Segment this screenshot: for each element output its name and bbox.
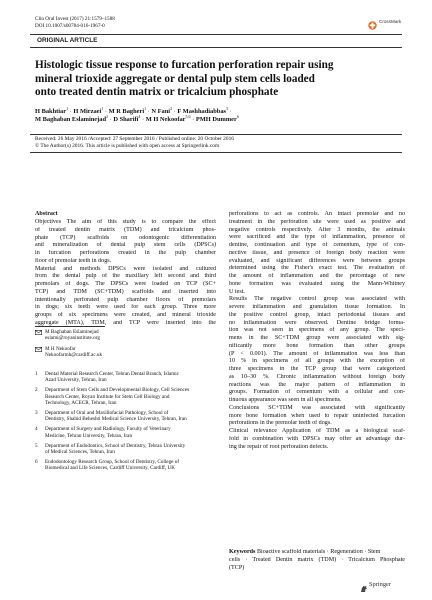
correspondence-item — [35, 329, 216, 342]
abstract-line: tion was not seen in specimens of any group. The speci- — [229, 327, 405, 334]
publication-dates — [35, 136, 400, 149]
keywords-block — [229, 549, 405, 572]
abstract-line: no inflammation were observed. Dentine bridge forma- — [229, 319, 405, 326]
author-affiliation: 5,6 — [185, 114, 191, 120]
abstract-line: Material and methods DPSCs were isolated and cultured — [35, 265, 216, 272]
keywords-label: Keywords — [229, 549, 256, 555]
abstract-line: phate (TCP) scaffolds on odontogenic differentiation — [35, 234, 216, 241]
article-type: ORIGINAL ARTICLE — [37, 36, 98, 44]
author-affiliation: 3 — [226, 105, 229, 111]
author-line: M Baghaban Eslaminejad$^2$ · D Sharifi$^4$ · M H Nekoofar$^{5,6}$ · PMH Dummer$^6$ — [35, 114, 239, 124]
abstract-line: perforations in the premolar teeth of dogs. — [229, 420, 332, 427]
author-line: H Bakhtiar$^1$ · H Mirzaei$^1$ · M R Bagheri$^1$ · N Fani$^2$ · F Mashhadiabbas$^3$ · — [35, 105, 232, 115]
abstract-line: Objectives The aim of this study is to compare the effect — [35, 219, 216, 225]
abstract-line: bone formation was evaluated using the Mann-Whitney — [229, 280, 405, 287]
author-name[interactable]: D Sharifi — [113, 116, 139, 124]
affiliation-text: Dental Material Research Center, Tehran Dental Branch, Islamic — [45, 371, 180, 377]
abstract-line: in furcation perforations created in the pulp chamber — [35, 250, 216, 256]
author-name[interactable]: M R Bagheri — [108, 108, 145, 115]
affiliation-text: Dentistry, Shahid Beheshti Medical Science University, Tehran, Iran — [45, 416, 187, 423]
abstract-line: and mineralization of dental pulp stem cells (DPSCs) — [35, 242, 216, 249]
author-name[interactable]: H Mirzaei — [73, 108, 102, 115]
abstract-line: determined using the Fisher's exact test. The evaluation of — [229, 265, 405, 272]
affiliation-text: Research Center, Royan Institute for Stem Cell Biology and — [45, 393, 170, 400]
affiliation-number: 1 — [35, 371, 38, 377]
affiliation-number: 6 — [35, 458, 38, 465]
abstract-line: groups. Formation of cementum with a cellular and con- — [229, 389, 405, 396]
author-name[interactable]: M Baghaban Eslaminejad — [35, 116, 107, 124]
author-name[interactable]: H Bakhtiar — [35, 108, 67, 115]
abstract-line: tinuous appearance was seen in all specimens. — [229, 397, 342, 403]
author-affiliation: 1 — [66, 105, 69, 111]
author-affiliation: 1 — [144, 105, 147, 111]
affiliation-number: 3 — [35, 410, 38, 417]
author-affiliation: 1 — [101, 105, 104, 111]
affiliation-text: Medicine, Tehran University, Tehran, Iran — [45, 432, 133, 439]
abstract-line: mens in the SC+TDM group were associated with sig- — [229, 335, 405, 341]
crossmark-label: CrossMark — [379, 19, 402, 24]
abstract-line: nificantly more bone formation than other groups — [229, 342, 405, 349]
abstract-line: in dogs; six teeth were used for each group. Three more — [35, 304, 216, 311]
abstract-line: TCP) and TDM (SC+TDM) scaffolds and inserted into — [35, 288, 216, 295]
correspondence-email[interactable]: Nekoofarmh@cardiff.ac.uk — [45, 352, 103, 359]
author-list — [35, 105, 400, 124]
abstract-line: Results The negative control group was associated with — [229, 296, 405, 303]
keywords-line: cells · Treated Dentin matrix (TDM) · Tricalcium Phosphate — [229, 556, 405, 563]
abstract-line: three specimens in the TCP group that were categorized — [229, 366, 405, 372]
author-affiliation: 2 — [170, 105, 173, 111]
affiliation-item — [35, 443, 216, 456]
affiliation-text: Department of Endodontics, School of Dentistry, Tehran University — [45, 442, 186, 449]
abstract-heading: Abstract — [35, 211, 58, 217]
author-name[interactable]: N Fani — [151, 108, 171, 115]
affiliation-text: Department of Surgery and Radiology, Faculty of Veterinary — [45, 426, 171, 433]
abstract-line: were sacrificed and the type of inflammation, presence of — [229, 234, 405, 241]
keywords-line — [229, 549, 405, 557]
affiliation-text: Technology, ACECR, Tehran, Iran — [45, 400, 117, 407]
abstract-line: evaluated, and significant differences were between groups — [229, 257, 405, 264]
abstract-line: of treated dentin matrix (TDM) and tricalcium phos- — [35, 226, 216, 233]
dates-rule-top — [30, 134, 402, 135]
abstract-line: more bone formation when used to repair uninfected furcation — [229, 412, 405, 419]
affiliation-text: Biomedical and Life Sciences, Cardiff University, Cardiff, UK — [45, 465, 175, 472]
abstract-line: the amount of inflammation and the percentage of new — [229, 273, 405, 279]
envelope-icon — [35, 347, 42, 354]
doi[interactable]: DOI 10.1007/s00784-016-1967-0 — [35, 23, 105, 29]
abstract-line: dentine, continuation and type of cementum, type of con- — [229, 242, 405, 248]
abstract-line: fold in combination with DPSCs may offer an advantage dur- — [229, 435, 405, 442]
springer-logo — [360, 580, 402, 589]
title-line: Histologic tissue response to furcation perforation repair using — [35, 59, 334, 71]
affiliation-item — [35, 410, 216, 423]
header-rule-bottom — [30, 47, 402, 48]
abstract-line: ing the repair of root perforation defects. — [229, 443, 329, 450]
abstract-line: Clinical relevance Application of TDM as a biological scaf- — [229, 428, 405, 434]
abstract-right-column — [229, 211, 405, 451]
abstract-line: (P < 0.001). The amount of inflammation was less than — [229, 350, 405, 357]
abstract-line: premolars of dogs. The DPSCs were loaded on TCP (SC+ — [35, 281, 216, 287]
correspondence-name: M H Nekoofar — [45, 345, 76, 352]
abstract-line: aggregate (MTA), TDM, and TCP were inserted into the — [35, 319, 216, 326]
affiliation-item — [35, 459, 216, 472]
title-line: onto treated dentin matrix or tricalcium phosphate — [35, 86, 279, 99]
received-accepted-dates: Received: 26 May 2016 /Accepted: 27 September 2016 / Published online: 20 October 2016 — [35, 136, 234, 142]
affiliation-text: Department of Oral and Maxillofacial Pathology, School of — [45, 410, 169, 417]
title-line: mineral trioxide aggregate or dental pulp stem cells loaded — [35, 72, 315, 85]
author-name[interactable]: F Mashhadiabbas — [177, 108, 227, 115]
abstract-line: perforations to act as controls. An intact premolar and no — [229, 211, 405, 217]
affiliation-number: 2 — [35, 387, 38, 394]
abstract-line: the positive control group, intact periodontal tissues and — [229, 311, 405, 318]
affiliations — [35, 371, 216, 472]
author-name[interactable]: M H Nekoofar — [145, 116, 186, 124]
affiliation-item — [35, 387, 216, 406]
envelope-icon — [35, 330, 42, 337]
abstract-line: reactions was the major pattern of inflammation in — [229, 381, 405, 388]
affiliation-number: 5 — [35, 442, 38, 449]
correspondence-rule — [35, 326, 105, 327]
abstract-line: 10 % in specimens of all groups with the exception of — [229, 358, 405, 365]
keywords-text: Bioactive scaffold materials · Regeneration · Stem — [256, 549, 381, 555]
author-affiliation: 4 — [138, 114, 141, 120]
abstract-line: Conclusions SC+TDM was associated with significantly — [229, 404, 405, 411]
author-affiliation: 2 — [106, 114, 109, 120]
correspondence-email[interactable]: eslami@royaninstitute.org — [45, 335, 100, 342]
abstract-line: treatment in the perforation site were used as positive and — [229, 218, 405, 225]
article-title — [35, 59, 400, 100]
affiliation-number: 4 — [35, 426, 38, 433]
abstract-line: from the dental pulp of the maxillary left second and third — [35, 273, 216, 280]
springer-horse-icon — [360, 580, 368, 598]
dates-rule-bottom — [30, 152, 402, 153]
affiliation-item — [35, 426, 216, 439]
keywords-line: (TCP) — [229, 564, 245, 571]
affiliation-text: Endodontology Research Group, School of Dentistry, College of — [45, 458, 180, 465]
correspondence-item — [35, 346, 216, 359]
abstract-line: groups of six specimens were created, and mineral trioxide — [35, 312, 216, 318]
abstract-line: as 10–30 %. Chronic inflammation without foreign body — [229, 373, 405, 380]
abstract-line: U test. — [229, 288, 245, 295]
abstract-line: negative controls respectively. After 3 months, the animals — [229, 226, 405, 233]
abstract-left-column — [35, 211, 216, 328]
author-affiliation: 6 — [236, 114, 239, 120]
abstract-line: intentionally perforated pulp chamber floors of premolars — [35, 296, 216, 303]
crossmark-icon — [368, 17, 377, 26]
crossmark-badge[interactable] — [368, 17, 408, 27]
affiliation-text: Azad University, Tehran, Iran — [45, 377, 107, 384]
affiliation-text: Department of Stem Cells and Developmental Biology, Cell Sciences — [45, 387, 190, 394]
affiliation-text: of Medical Sciences, Tehran, Iran — [45, 449, 115, 456]
correspondence-name: M Baghaban Eslaminejad — [45, 329, 99, 335]
author-name[interactable]: PMH Dummer — [195, 116, 237, 124]
publisher-name: Springer — [369, 580, 392, 588]
abstract-line: floor of premolar teeth in dogs. — [35, 257, 112, 264]
abstract-line: nective tissue, and presence of foreign body reaction were — [229, 249, 405, 256]
journal-citation: Clin Oral Invest (2017) 21:1579–1588 — [35, 16, 115, 22]
correspondence-block — [35, 329, 216, 359]
header-rule-top — [30, 34, 402, 35]
open-access-notice: © The Author(s) 2016. This article is published with open access at Springerlink.com — [35, 142, 220, 149]
abstract-line: severe inflammation and granulation tissue formation. In — [229, 304, 405, 310]
affiliation-item — [35, 371, 216, 384]
